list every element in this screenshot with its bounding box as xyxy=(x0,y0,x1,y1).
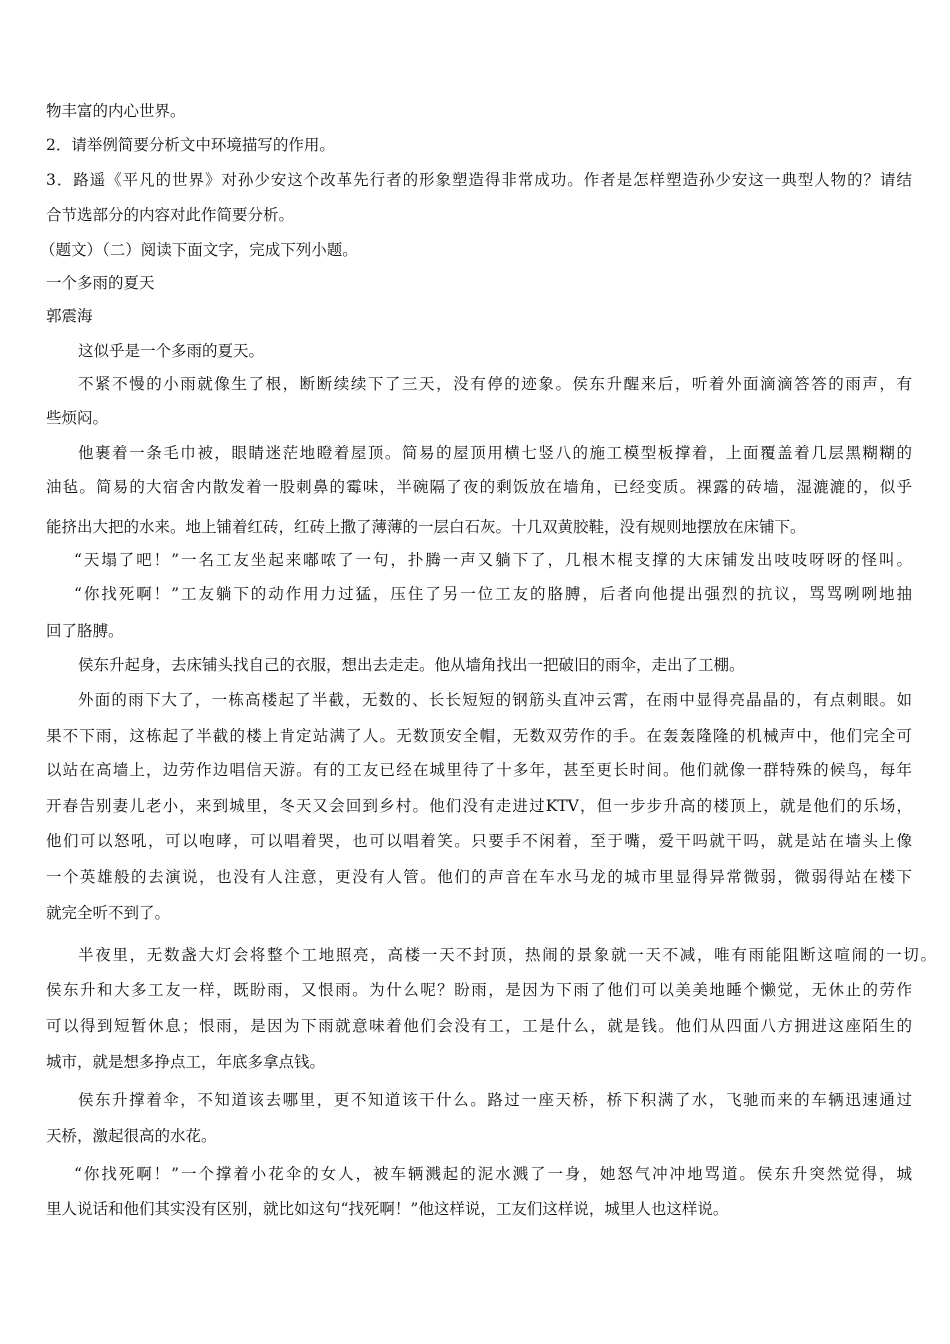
paragraph-line: 回了胳膊。 xyxy=(46,622,124,640)
paragraph-line: 就完全听不到了。 xyxy=(46,904,171,922)
paragraph-line: 这似乎是一个多雨的夏天。 xyxy=(78,342,265,360)
paragraph-line: 外面的雨下大了，一栋高楼起了半截，无数的、长长短短的钢筋头直冲云霄，在雨中显得亮晶晶的，有点刺眼。如 xyxy=(78,691,912,709)
paragraph-line: 以站在高墙上，边劳作边唱信天游。有的工友已经在城里待了十多年，甚至更长时间。他们就像一群特殊的候鸟，每年 xyxy=(46,761,912,779)
paragraph-line: 可以得到短暂休息；恨雨，是因为下雨就意味着他们会没有工，工是什么，就是钱。他们从四面八方拥进这座陌生的 xyxy=(46,1017,912,1035)
paragraph-line: 侯东升起身，去床铺头找自己的衣服，想出去走走。他从墙角找出一把破旧的雨伞，走出了工棚。 xyxy=(78,656,745,674)
paragraph-line: 开春告别妻儿老小，来到城里，冬天又会回到乡村。他们没有走进过KTV，但一步步升高的楼顶上，就是他们的乐场， xyxy=(46,797,912,815)
text-line: 物丰富的内心世界。 xyxy=(46,102,186,120)
paragraph-line: “天塌了吧！”一名工友坐起来嘟哝了一句，扑腾一声又躺下了，几根木棍支撑的大床铺发出吱吱呀呀的怪叫。 xyxy=(74,551,912,569)
paragraph-line: 城市，就是想多挣点工，年底多拿点钱。 xyxy=(46,1053,326,1071)
paragraph-line: 半夜里，无数盏大灯会将整个工地照亮，高楼一天不封顶，热闹的景象就一天不减，唯有雨能阻断这喧闹的一切。 xyxy=(78,946,936,964)
paragraph-line: 不紧不慢的小雨就像生了根，断断续续下了三天，没有停的迹象。侯东升醒来后，听着外面滴滴答答的雨声，有 xyxy=(78,375,912,393)
paragraph-line: 果不下雨，这栋起了半截的楼上肯定站满了人。无数顶安全帽，无数双劳作的手。在轰轰隆隆的机械声中，他们完全可 xyxy=(46,727,912,745)
paragraph-line: 油毡。简易的大宿舍内散发着一股刺鼻的霉味，半碗隔了夜的剩饭放在墙角，已经变质。裸露的砖墙，湿漉漉的，似乎 xyxy=(46,478,912,496)
paragraph-line: 些烦闷。 xyxy=(46,409,109,427)
paragraph-line: “你找死啊！”一个撑着小花伞的女人，被车辆溅起的泥水溅了一身，她怒气冲冲地骂道。侯东升突然觉得，城 xyxy=(74,1165,912,1183)
paragraph-line: 能挤出大把的水来。地上铺着红砖，红砖上撒了薄薄的一层白石灰。十几双黄胶鞋，没有规则地摆放在床铺下。 xyxy=(46,518,806,536)
article-author: 郭震海 xyxy=(46,307,93,325)
paragraph-line: 天桥，激起很高的水花。 xyxy=(46,1127,217,1145)
text-line: 合节选部分的内容对此作简要分析。 xyxy=(46,206,295,224)
paragraph-line: 侯东升和大多工友一样，既盼雨，又恨雨。为什么呢？盼雨，是因为下雨了他们可以美美地睡个懒觉，无休止的劳作 xyxy=(46,981,912,999)
article-title: 一个多雨的夏天 xyxy=(46,274,155,292)
paragraph-line: 他裹着一条毛巾被，眼睛迷茫地瞪着屋顶。简易的屋顶用横七竖八的施工模型板撑着，上面覆盖着几层黑糊糊的 xyxy=(78,444,912,462)
paragraph-line: 一个英雄般的去演说，也没有人注意，更没有人管。他们的声音在车水马龙的城市里显得异常微弱，微弱得站在楼下 xyxy=(46,868,912,886)
paragraph-line: 侯东升撑着伞，不知道该去哪里，更不知道该干什么。路过一座天桥，桥下积满了水，飞驰而来的车辆迅速通过 xyxy=(78,1091,912,1109)
paragraph-line: 他们可以怒吼，可以咆哮，可以唱着哭，也可以唱着笑。只要手不闲着，至于嘴，爱干吗就干吗，就是站在墙头上像 xyxy=(46,832,912,850)
question-3: 3．路遥《平凡的世界》对孙少安这个改革先行者的形象塑造得非常成功。作者是怎样塑造孙少安这一典型人物的？请结 xyxy=(46,171,912,189)
question-2: 2．请举例简要分析文中环境描写的作用。 xyxy=(46,136,335,154)
paragraph-line: 里人说话和他们其实没有区别，就比如这句“找死啊！”他这样说，工友们这样说，城里人也这样说。 xyxy=(46,1200,729,1218)
paragraph-line: “你找死啊！”工友躺下的动作用力过猛，压住了另一位工友的胳膊，后者向他提出强烈的抗议，骂骂咧咧地抽 xyxy=(74,585,912,603)
section-heading: （题文）（二）阅读下面文字，完成下列小题。 xyxy=(40,241,358,259)
